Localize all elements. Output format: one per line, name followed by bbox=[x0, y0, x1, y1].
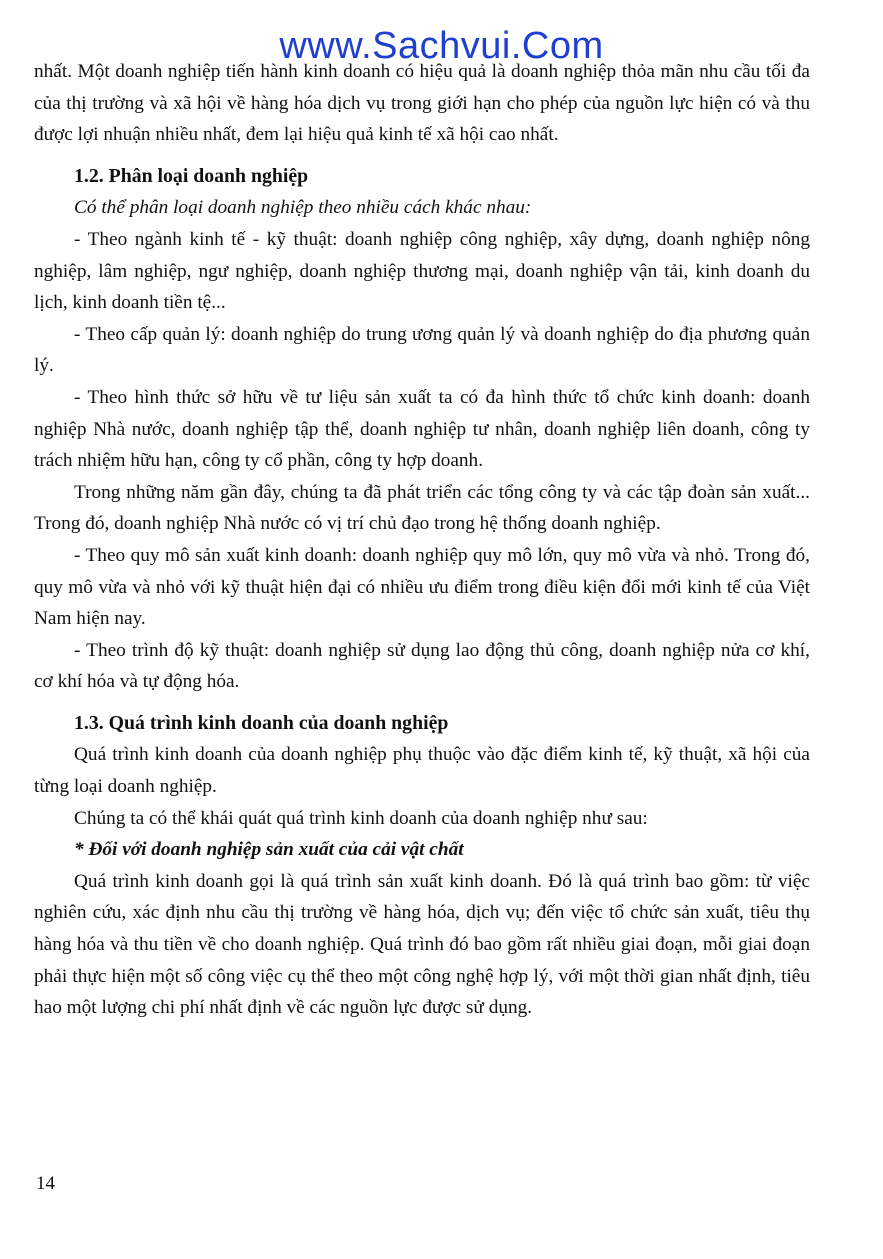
paragraph: Chúng ta có thể khái quát quá trình kinh doanh của doanh nghiệp như sau: bbox=[74, 807, 648, 829]
paragraph: nhất. Một doanh nghiệp tiến hành kinh doanh có hiệu quả là doanh nghiệp thỏa mãn nhu cầu tối đa của thị trường và xã hội về hàng hóa dịch vụ trong giới hạn cho phép của nguồn lực hiện có và thu được lợi nhuận nhiều nhất, đem lại hiệu quả kinh tế xã hội cao nhất. bbox=[34, 61, 810, 146]
page-number: 14 bbox=[36, 1173, 55, 1194]
section-heading: 1.3. Quá trình kinh doanh của doanh nghiệp bbox=[74, 711, 449, 734]
paragraph: - Theo quy mô sản xuất kinh doanh: doanh nghiệp quy mô lớn, quy mô vừa và nhỏ. Trong đó, quy mô vừa và nhỏ với kỹ thuật hiện đại có nhiều ưu điểm trong điều kiện đổi mới kinh tế của Việt Nam hiện nay. bbox=[34, 544, 810, 630]
paragraph: Quá trình kinh doanh gọi là quá trình sản xuất kinh doanh. Đó là quá trình bao gồm: từ việc nghiên cứu, xác định nhu cầu thị trường về hàng hóa, dịch vụ; đến việc tổ chức sản xuất, tiêu thụ hàng hóa và thu tiền về cho doanh nghiệp. Quá trình đó bao gồm rất nhiều giai đoạn, mỗi giai đoạn phải thực hiện một số công việc cụ thể theo một công nghệ hợp lý, với một thời gian nhất định, tiêu hao một lượng chi phí nhất định về các nguồn lực được sử dụng. bbox=[34, 870, 810, 1019]
paragraph: - Theo hình thức sở hữu về tư liệu sản xuất ta có đa hình thức tổ chức kinh doanh: doanh nghiệp Nhà nước, doanh nghiệp tập thể, doanh nghiệp tư nhân, doanh nghiệp liên doanh, công ty trách nhiệm hữu hạn, công ty cổ phần, công ty hợp doanh. bbox=[34, 386, 810, 472]
paragraph: - Theo cấp quản lý: doanh nghiệp do trung ương quản lý và doanh nghiệp do địa phương quản lý. bbox=[34, 323, 810, 377]
paragraph-italic: Có thể phân loại doanh nghiệp theo nhiều cách khác nhau: bbox=[74, 197, 532, 219]
page-body bbox=[34, 56, 810, 1024]
watermark: www.Sachvui.Com bbox=[279, 25, 604, 67]
paragraph: - Theo trình độ kỹ thuật: doanh nghiệp sử dụng lao động thủ công, doanh nghiệp nửa cơ khí, cơ khí hóa và tự động hóa. bbox=[34, 639, 810, 693]
subheading-bold-italic: * Đối với doanh nghiệp sản xuất của cải vật chất bbox=[74, 839, 464, 861]
paragraph: Trong những năm gần đây, chúng ta đã phát triển các tổng công ty và các tập đoàn sản xuất... Trong đó, doanh nghiệp Nhà nước có vị trí chủ đạo trong hệ thống doanh nghiệp. bbox=[34, 481, 810, 535]
paragraph: - Theo ngành kinh tế - kỹ thuật: doanh nghiệp công nghiệp, xây dựng, doanh nghiệp nông nghiệp, lâm nghiệp, ngư nghiệp, doanh nghiệp thương mại, doanh nghiệp vận tải, kinh doanh du lịch, kinh doanh tiền tệ... bbox=[34, 228, 810, 314]
paragraph: Quá trình kinh doanh của doanh nghiệp phụ thuộc vào đặc điểm kinh tế, kỹ thuật, xã hội của từng loại doanh nghiệp. bbox=[34, 744, 810, 798]
section-heading: 1.2. Phân loại doanh nghiệp bbox=[74, 164, 309, 187]
